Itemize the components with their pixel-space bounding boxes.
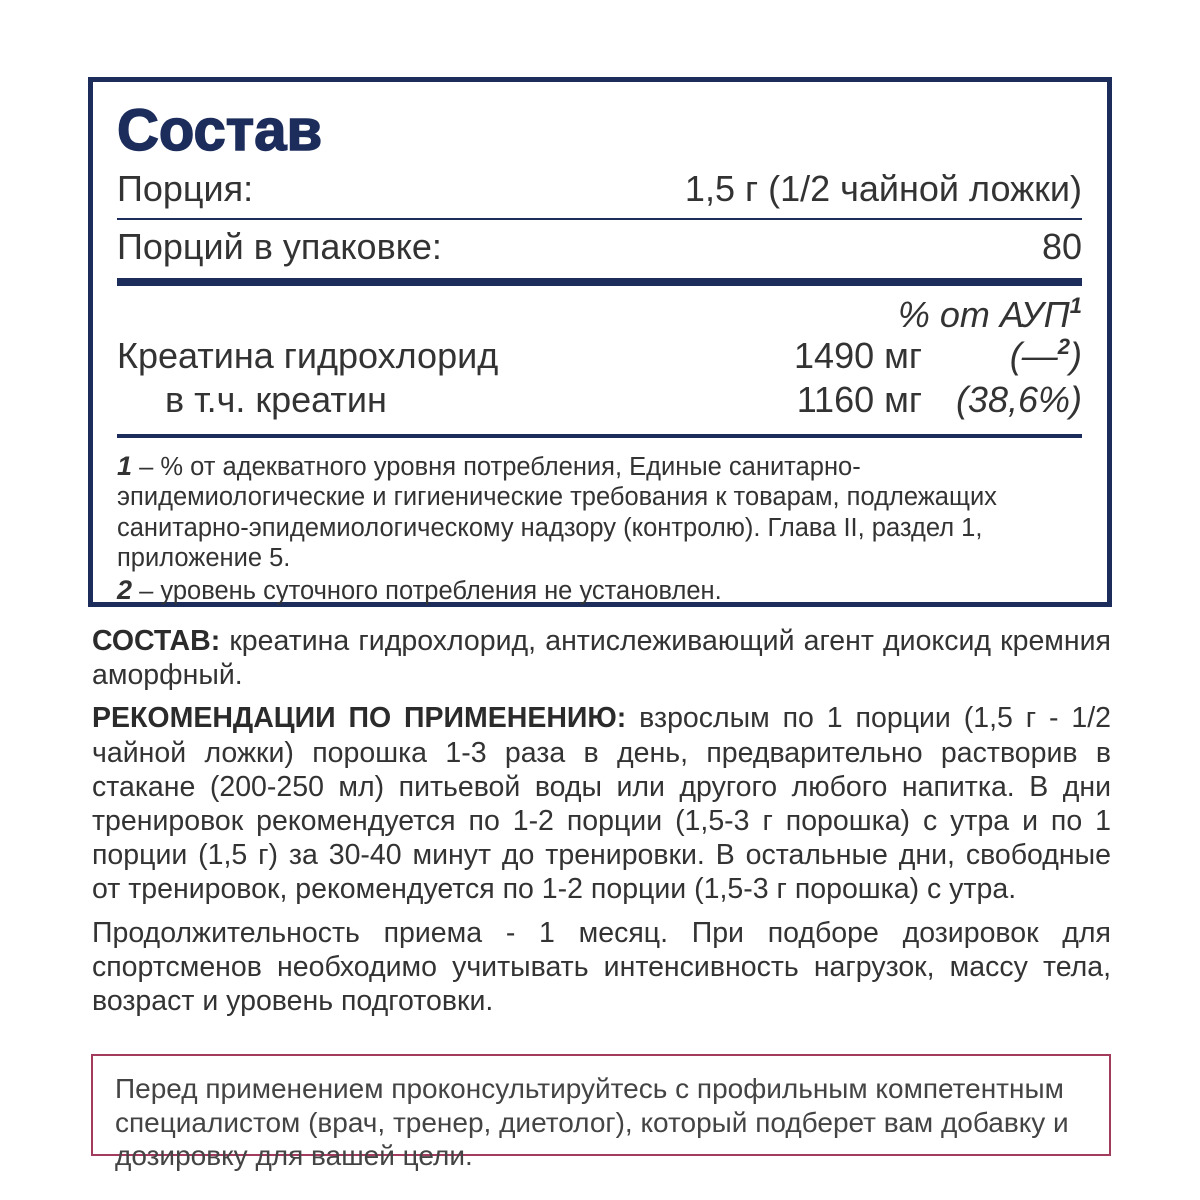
- footnote: [117, 450, 1082, 574]
- ingredient-percent: (38,6%): [955, 378, 1082, 420]
- ingredient-row: [117, 334, 1082, 378]
- serving-row: [117, 168, 1082, 212]
- servings-per-pack-value: 80: [1041, 226, 1082, 267]
- servings-per-pack-label: Порций в упаковке:: [117, 226, 442, 267]
- ingredient-name: в т.ч. креатин: [165, 378, 387, 420]
- nutrition-panel: [88, 77, 1112, 607]
- ingredient-percent-close: ): [1070, 334, 1082, 376]
- ingredient-amount: 1490 мг: [794, 334, 922, 376]
- footnotes: [117, 450, 1082, 607]
- ingredient-row: [117, 378, 1082, 422]
- serving-label: Порция:: [117, 168, 254, 209]
- aup-header-note: 1: [1069, 293, 1082, 318]
- composition-paragraph: [92, 624, 1111, 692]
- footnote: [117, 574, 1082, 607]
- recommendations-text: взрослым по 1 порции (1,5 г - 1/2 чайной ложки) порошка 1-3 раза в день, предварительно растворив в стакане (200-250 мл) питьевой воды или другого любого напитка. В дни тренировок рекомендуется по 1-2 порции (1,5-3 г порошка) с утра и по 1 порции (1,5 г) за 30-40 минут до тренировки. В остальные дни, свободные от тренировок, рекомендуется по 1-2 порции (1,5-3 г порошка) с утра.: [92, 702, 1112, 906]
- footnote-number: 1: [117, 450, 133, 481]
- ingredient-percent-note: 2: [1057, 333, 1070, 359]
- consultation-notice: [91, 1054, 1111, 1172]
- divider-thick: [117, 278, 1082, 286]
- ingredient-amount: 1160 мг: [796, 378, 922, 420]
- footnote-number: 2: [117, 574, 133, 605]
- recommendations-label: РЕКОМЕНДАЦИИ ПО ПРИМЕНЕНИЮ:: [92, 702, 627, 735]
- ingredient-percent: [922, 334, 1082, 378]
- ingredient-percent-open: (—: [1009, 334, 1058, 376]
- footnote-text: – уровень суточного потребления не установлен.: [132, 576, 722, 605]
- serving-value: 1,5 г (1/2 чайной ложки): [684, 168, 1082, 209]
- panel-title: Состав: [117, 98, 323, 163]
- footnote-text: – % от адекватного уровня потребления, Единые санитарно-эпидемиологические и гигиенические требования к товарам, подлежащих санитарно-эпидемиологическому надзору (контролю). Глава II, раздел 1, приложение 5.: [117, 452, 997, 573]
- notice-text: Перед применением проконсультируйтесь с профильным компетентным специалистом (врач, тренер, диетолог), который подберет вам добавку и дозировку для вашей цели.: [115, 1073, 1069, 1172]
- servings-per-pack-row: [117, 226, 1082, 272]
- duration-paragraph: Продолжительность приема - 1 месяц. При подборе дозировок для спортсменов необходимо учитывать интенсивность нагрузок, массу тела, возраст и уровень подготовки.: [92, 916, 1111, 1017]
- ingredient-name: Креатина гидрохлорид: [117, 334, 499, 376]
- recommendations-paragraph: [92, 701, 1111, 906]
- aup-header: [117, 294, 1082, 334]
- composition-label: СОСТАВ:: [92, 625, 221, 657]
- product-description: [92, 624, 1111, 1027]
- composition-text: креатина гидрохлорид, антислеживающий агент диоксид кремния аморфный.: [92, 625, 1111, 692]
- aup-header-text: % от АУП: [897, 294, 1070, 335]
- divider-medium: [117, 434, 1082, 438]
- divider-thin: [117, 218, 1082, 220]
